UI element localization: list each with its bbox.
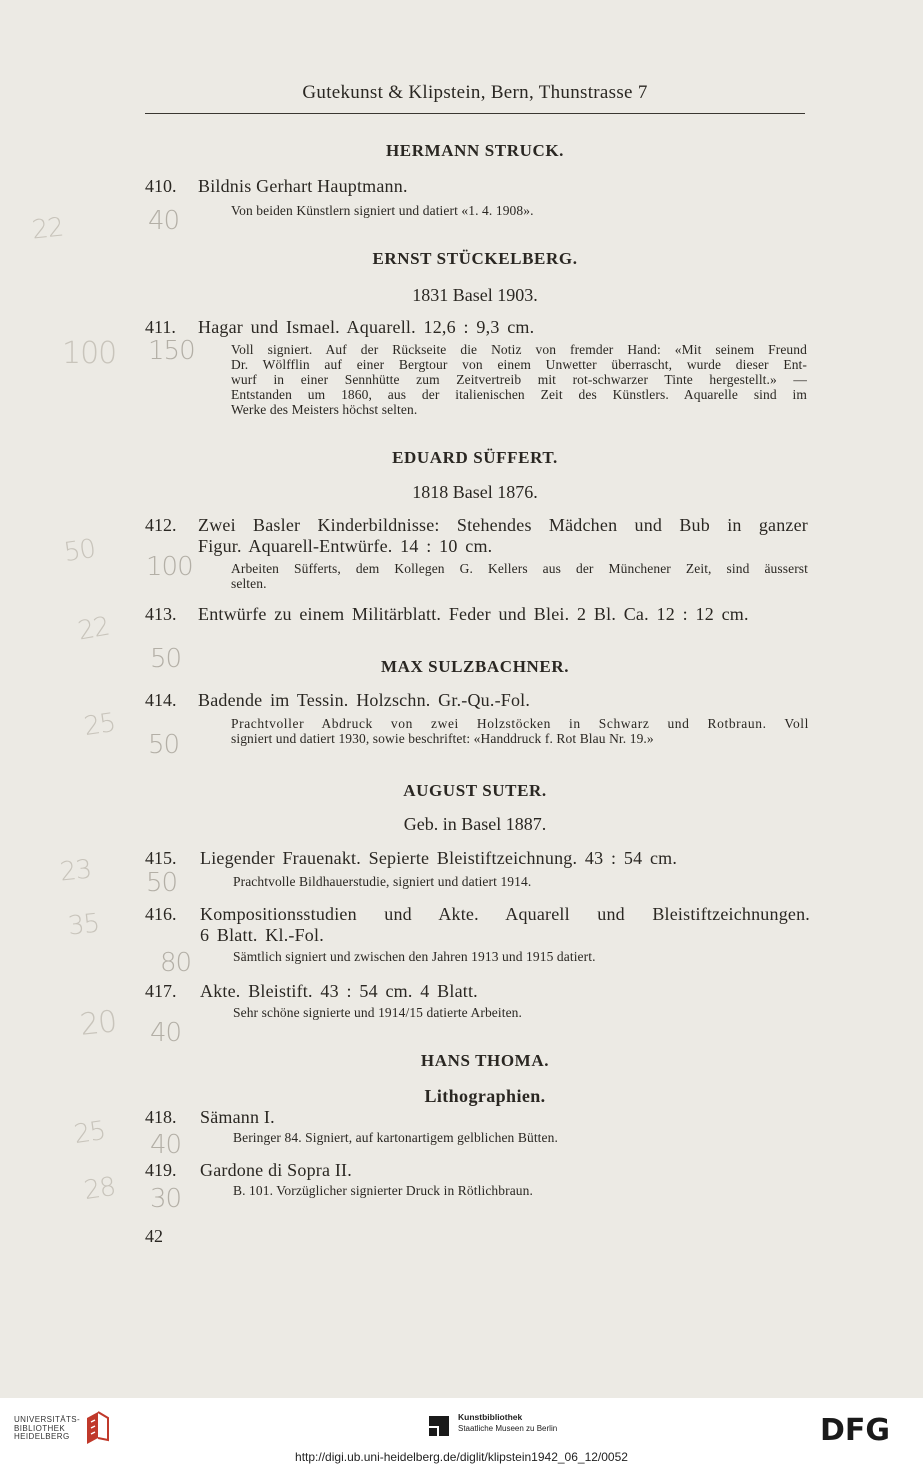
kb-title: Kunstbibliothek	[458, 1412, 523, 1422]
pencil-mark: 100	[62, 336, 117, 371]
lot-note-417: Sehr schöne signierte und 1914/15 datierte Arbeiten.	[233, 1005, 523, 1020]
pencil-mark: 50	[150, 644, 182, 674]
university-line: BIBLIOTHEK	[14, 1423, 66, 1433]
lot-title-411: Hagar und Ismael. Aquarell. 12,6 : 9,3 cm.	[198, 317, 535, 337]
pencil-mark: 50	[148, 730, 180, 760]
lot-note-414	[231, 716, 809, 746]
artist-heading-stueckelberg: ERNST STÜCKELBERG.	[372, 249, 578, 268]
note-line: Arbeiten Süfferts, dem Kollegen G. Kellers aus der Münchener Zeit, sind äusserst	[231, 561, 808, 576]
artist-heading-suter: AUGUST SUTER.	[403, 781, 547, 800]
lot-number-418: 418.	[145, 1107, 177, 1127]
lot-title-413: Entwürfe zu einem Militärblatt. Feder und Blei. 2 Bl. Ca. 12 : 12 cm.	[198, 604, 749, 624]
kunstbibliothek-logo-icon	[425, 1410, 453, 1442]
university-line: UNIVERSITÄTS-	[14, 1415, 81, 1424]
title-line: Figur. Aquarell-Entwürfe. 14 : 10 cm.	[198, 536, 493, 556]
university-line: HEIDELBERG	[14, 1432, 70, 1441]
university-logo-icon	[84, 1410, 110, 1446]
lot-title-417: Akte. Bleistift. 43 : 54 cm. 4 Blatt.	[200, 981, 478, 1001]
artist-heading-sueffert: EDUARD SÜFFERT.	[392, 448, 558, 467]
lot-number-419: 419.	[145, 1160, 177, 1180]
lot-number-412: 412.	[145, 515, 177, 535]
university-library-label	[14, 1416, 80, 1442]
dfg-text: DFG	[820, 1414, 891, 1444]
lot-title-410: Bildnis Gerhart Hauptmann.	[198, 176, 408, 196]
lot-title-414: Badende im Tessin. Holzschn. Gr.-Qu.-Fol.	[198, 690, 531, 710]
note-line: wurf in einer Sennhütte zum Zeitvertreib mit rot-schwarzer Tinte hergestellt.» —	[231, 372, 807, 387]
pencil-mark: 35	[66, 908, 101, 942]
note-line: Prachtvoller Abdruck von zwei Holzstöcken in Schwarz und Rotbraun. Voll	[231, 716, 809, 731]
source-url[interactable]: http://digi.ub.uni-heidelberg.de/diglit/klipstein1942_06_12/0052	[295, 1450, 628, 1464]
note-line: Entstanden um 1860, aus der italienischen Zeit des Künstlers. Aquarelle sind im	[231, 387, 807, 402]
artist-dates-sueffert: 1818 Basel 1876.	[412, 482, 538, 502]
lot-number-416: 416.	[145, 904, 177, 924]
header-rule	[145, 113, 805, 114]
lot-title-419: Gardone di Sopra II.	[200, 1160, 352, 1180]
lot-number-415: 415.	[145, 848, 177, 868]
lot-title-412	[198, 515, 808, 557]
lot-title-416	[200, 904, 810, 946]
pencil-mark: 22	[30, 212, 65, 246]
lot-note-411	[231, 342, 807, 417]
note-line: signiert und datiert 1930, sowie beschriftet: «Handdruck f. Rot Blau Nr. 19.»	[231, 731, 654, 746]
title-line: Kompositionsstudien und Akte. Aquarell und Bleistiftzeichnungen.	[200, 904, 810, 924]
lot-note-412	[231, 561, 808, 591]
running-head: Gutekunst & Klipstein, Bern, Thunstrasse 7	[302, 82, 648, 103]
kb-subtitle: Staatliche Museen zu Berlin	[458, 1424, 558, 1433]
note-line: Dr. Wölfflin auf einer Bergtour von einem Unwetter überrascht, wurde dieser Ent-	[231, 357, 807, 372]
pencil-mark: 30	[150, 1184, 182, 1214]
lot-note-410: Von beiden Künstlern signiert und datiert «1. 4. 1908».	[231, 203, 534, 218]
artist-dates-suter: Geb. in Basel 1887.	[403, 814, 547, 834]
page-number: 42	[145, 1226, 163, 1246]
artist-heading-thoma: HANS THOMA.	[420, 1051, 550, 1070]
pencil-mark: 28	[82, 1171, 118, 1207]
title-line: 6 Blatt. Kl.-Fol.	[200, 925, 324, 945]
lot-title-415: Liegender Frauenakt. Sepierte Bleistiftzeichnung. 43 : 54 cm.	[200, 848, 678, 868]
pencil-mark: 20	[78, 1004, 118, 1043]
note-line: selten.	[231, 576, 267, 591]
pencil-mark: 40	[150, 1130, 182, 1160]
lot-title-418: Sämann I.	[200, 1107, 275, 1127]
lot-number-410: 410.	[145, 176, 177, 196]
note-line: Werke des Meisters höchst selten.	[231, 402, 418, 417]
artist-dates-stueckelberg: 1831 Basel 1903.	[412, 285, 538, 305]
lot-note-415: Prachtvolle Bildhauerstudie, signiert und datiert 1914.	[233, 874, 532, 889]
lot-note-419: B. 101. Vorzüglicher signierter Druck in Rötlichbraun.	[233, 1183, 533, 1198]
artist-heading-sulzbachner: MAX SULZBACHNER.	[380, 657, 570, 676]
title-line: Zwei Basler Kinderbildnisse: Stehendes Mädchen und Bub in ganzer	[198, 515, 808, 535]
pencil-mark: 25	[82, 707, 118, 743]
pencil-mark: 23	[58, 854, 93, 888]
pencil-mark: 40	[148, 206, 180, 236]
pencil-mark: 150	[148, 336, 195, 366]
lot-note-416: Sämtlich signiert und zwischen den Jahren 1913 und 1915 datiert.	[233, 949, 596, 964]
dfg-logo-icon	[820, 1414, 912, 1444]
pencil-mark: 25	[72, 1115, 108, 1151]
lot-number-414: 414.	[145, 690, 177, 710]
lot-number-411: 411.	[145, 317, 176, 337]
digitization-footer	[0, 1398, 923, 1466]
pencil-mark: 50	[146, 868, 178, 898]
artist-heading-struck: HERMANN STRUCK.	[385, 141, 565, 160]
lot-number-413: 413.	[145, 604, 177, 624]
lot-number-417: 417.	[145, 981, 177, 1001]
pencil-mark: 100	[146, 552, 193, 582]
section-subheading-lithographien: Lithographien.	[424, 1086, 546, 1106]
pencil-mark: 22	[75, 611, 112, 647]
pencil-mark: 40	[150, 1018, 182, 1048]
lot-note-418: Beringer 84. Signiert, auf kartonartigem gelblichen Bütten.	[233, 1130, 558, 1145]
pencil-mark: 50	[62, 533, 98, 569]
pencil-mark: 80	[160, 948, 192, 978]
kunstbibliothek-label	[458, 1412, 557, 1434]
note-line: Voll signiert. Auf der Rückseite die Notiz von fremder Hand: «Mit seinem Freund	[231, 342, 807, 357]
